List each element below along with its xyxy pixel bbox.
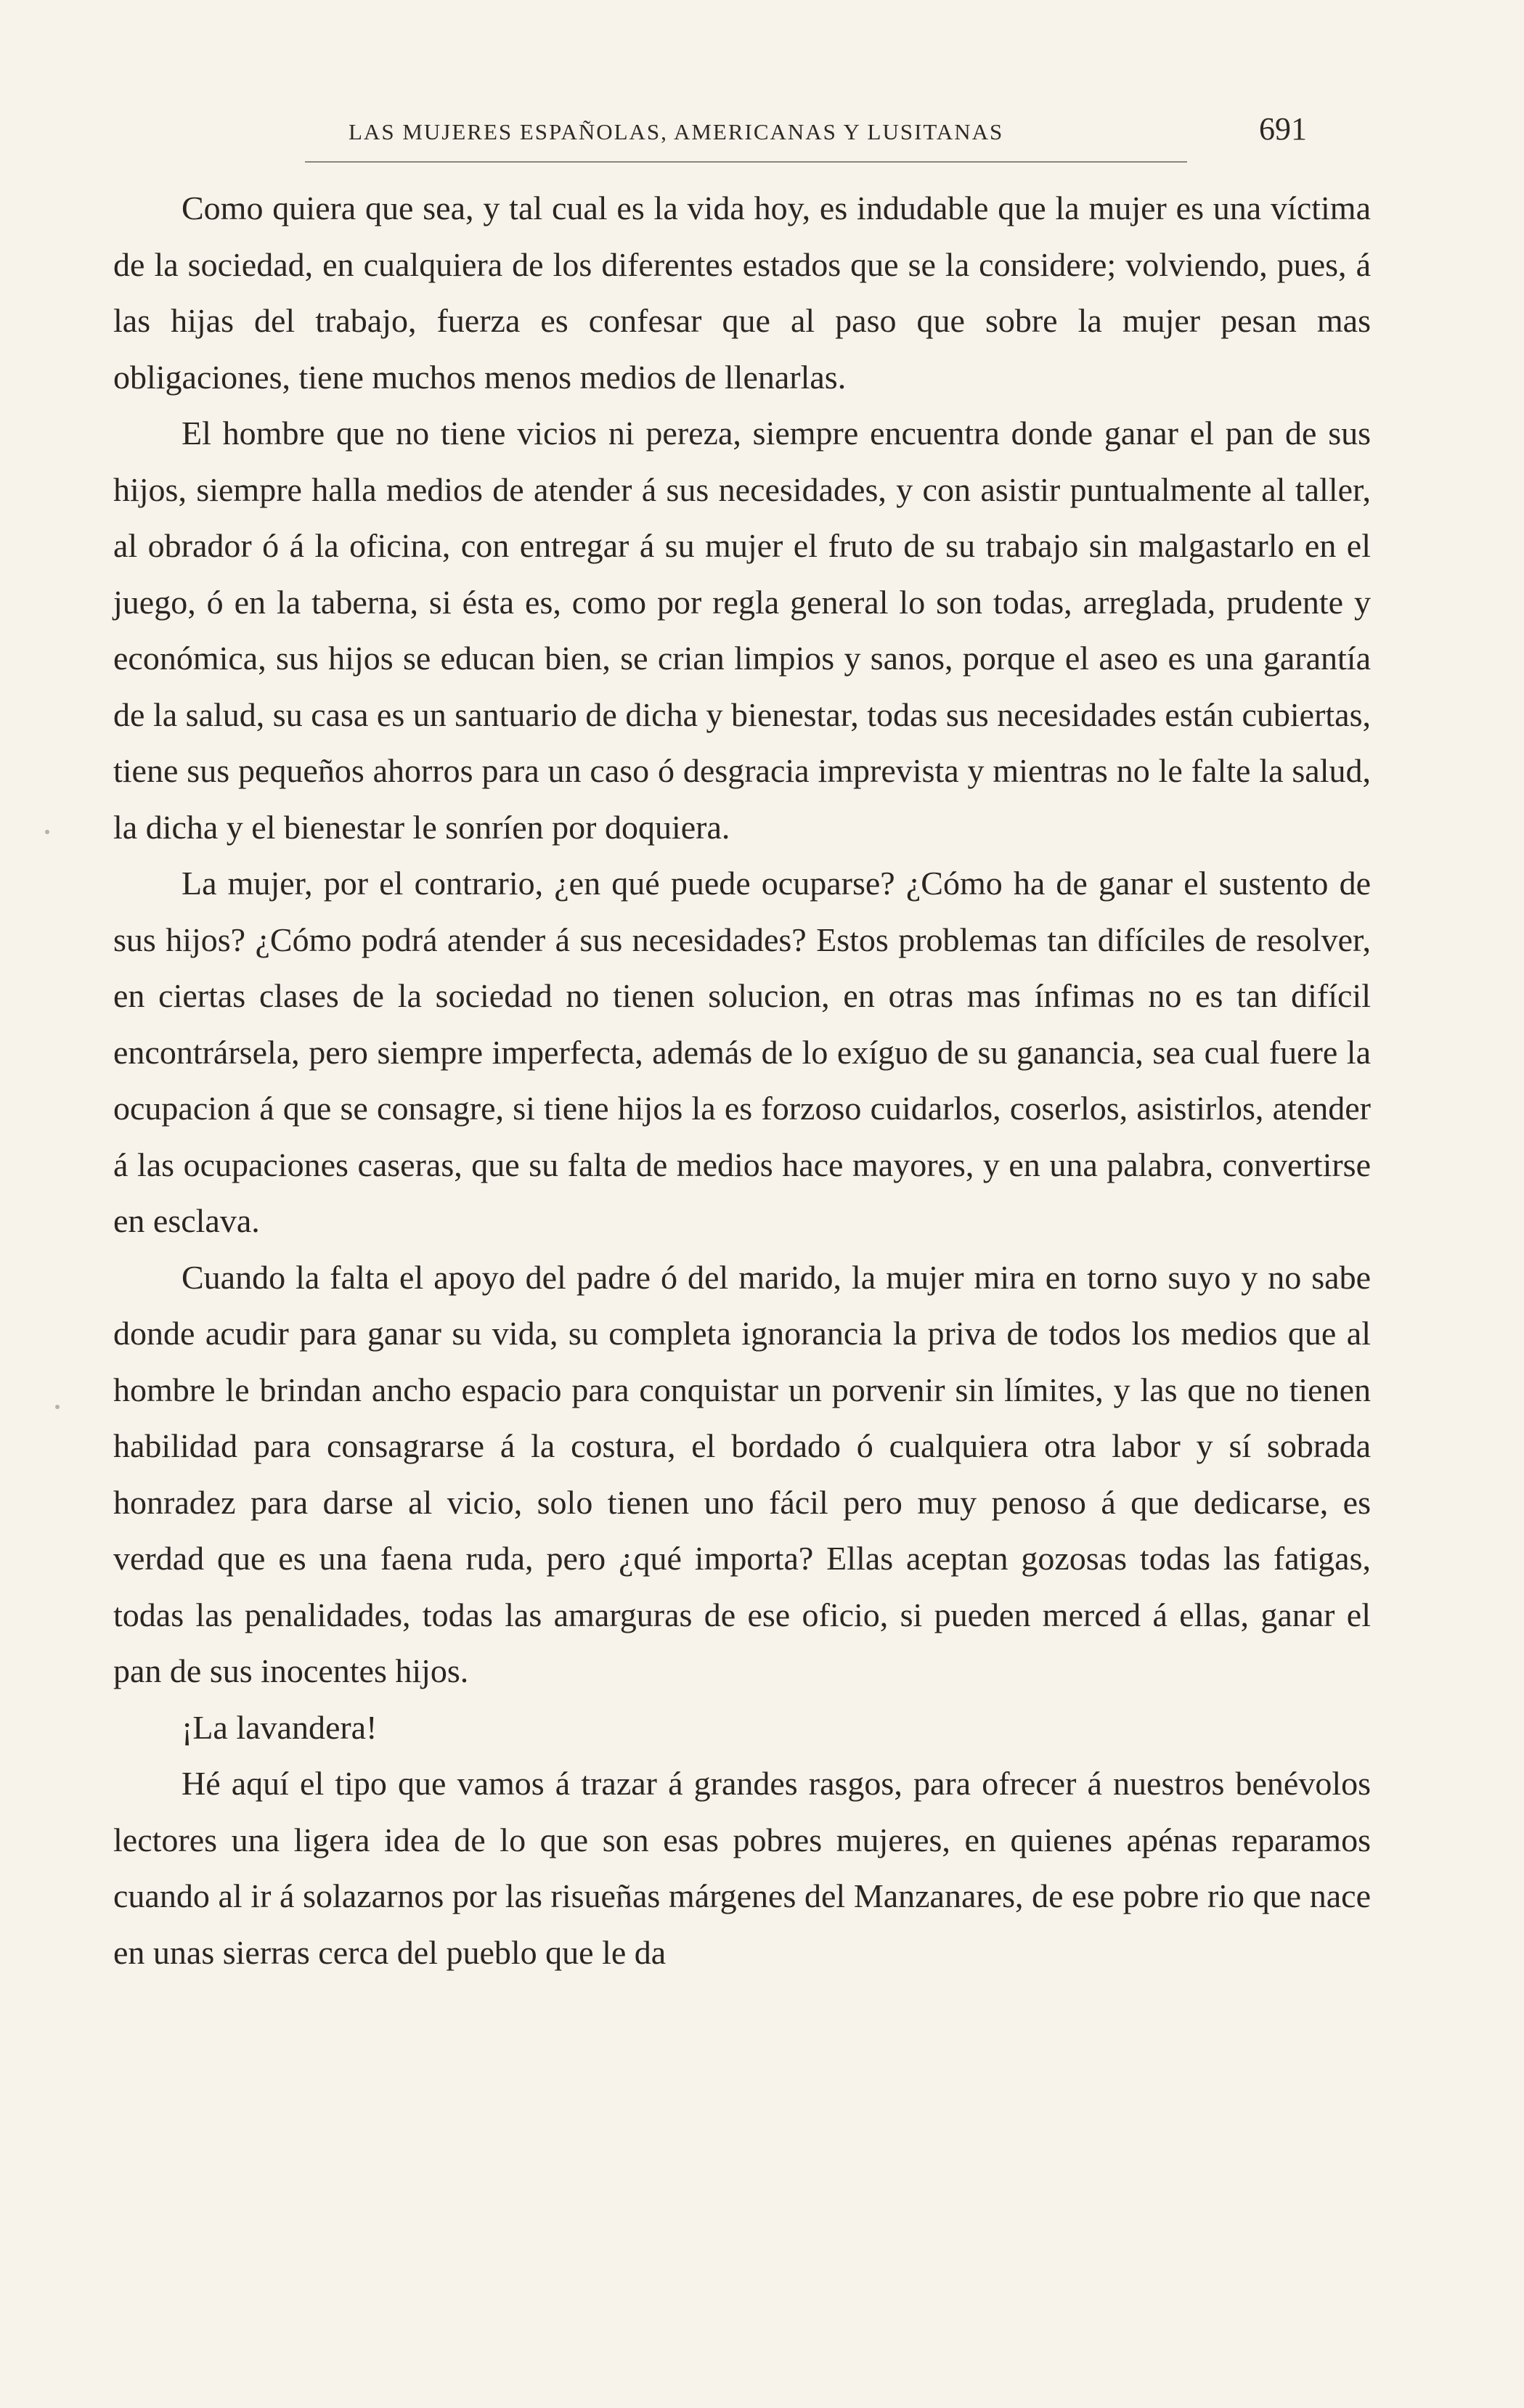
paragraph: Hé aquí el tipo que vamos á trazar á grandes rasgos, para ofrecer á nuestros benévolos lectores una ligera idea de lo que son esas pobres mujeres, en quienes apénas reparamos cuando al ir á solazarnos por las risueñas márgenes del Manzanares, de ese pobre rio que nace en unas sierras cerca del pueblo que le da: [113, 1765, 1371, 1971]
paragraph: Cuando la falta el apoyo del padre ó del marido, la mujer mira en torno suyo y no sabe donde acudir para ganar su vida, su completa ignorancia la priva de todos los medios que al hombre le brindan ancho espacio para conquistar un porvenir sin límites, y las que no tienen habilidad para consagrarse á la costura, el bordado ó cualquiera otra labor y sí sobrada honradez para darse al vicio, solo tienen uno fácil pero muy penoso á que dedicarse, es verdad que es una faena ruda, pero ¿qué importa? Ellas aceptan gozosas todas las fatigas, todas las penalidades, todas las amarguras de ese oficio, si pueden merced á ellas, ganar el pan de sus inocentes hijos.: [113, 1258, 1371, 1689]
paragraph: La mujer, por el contrario, ¿en qué puede ocuparse? ¿Cómo ha de ganar el sustento de sus hijos? ¿Cómo podrá atender á sus necesidades? Estos problemas tan difíciles de resolver, en ciertas clases de la sociedad no tienen solucion, en otras mas ínfimas no es tan difícil encontrársela, pero siempre imperfecta, además de lo exíguo de su ganancia, sea cual fuere la ocupacion á que se consagre, si tiene hijos la es forzoso cuidarlos, coserlos, asistirlos, atender á las ocupaciones caseras, que su falta de medios hace mayores, y en una palabra, convertirse en esclava.: [113, 865, 1371, 1239]
running-title: LAS MUJERES ESPAÑOLAS, AMERICANAS Y LUSITANAS: [349, 119, 1004, 144]
page-speck: [55, 1405, 60, 1409]
body-text: [113, 180, 1371, 1980]
paragraph: El hombre que no tiene vicios ni pereza, siempre encuentra donde ganar el pan de sus hijos, siempre halla medios de atender á sus necesidades, y con asistir puntualmente al taller, al obrador ó á la oficina, con entregar á su mujer el fruto de su trabajo sin malgastarlo en el juego, ó en la taberna, si ésta es, como por regla general lo son todas, arreglada, prudente y económica, sus hijos se educan bien, se crian limpios y sanos, porque el aseo es una garantía de la salud, su casa es un santuario de dicha y bienestar, todas sus necesidades están cubiertas, tiene sus pequeños ahorros para un caso ó desgracia imprevista y mientras no le falte la salud, la dicha y el bienestar le sonríen por doquiera.: [113, 415, 1371, 846]
running-header: [305, 109, 1321, 174]
page-speck: [45, 830, 49, 834]
page-number: 691: [1259, 111, 1307, 147]
header-rule: [305, 161, 1187, 163]
paragraph: Como quiera que sea, y tal cual es la vida hoy, es indudable que la mujer es una víctima de la sociedad, en cualquiera de los diferentes estados que se la considere; volviendo, pues, á las hijas del trabajo, fuerza es confesar que al paso que sobre la mujer pesan mas obligaciones, tiene muchos menos medios de llenarlas.: [113, 189, 1371, 396]
exclamation-line: ¡La lavandera!: [182, 1708, 378, 1746]
